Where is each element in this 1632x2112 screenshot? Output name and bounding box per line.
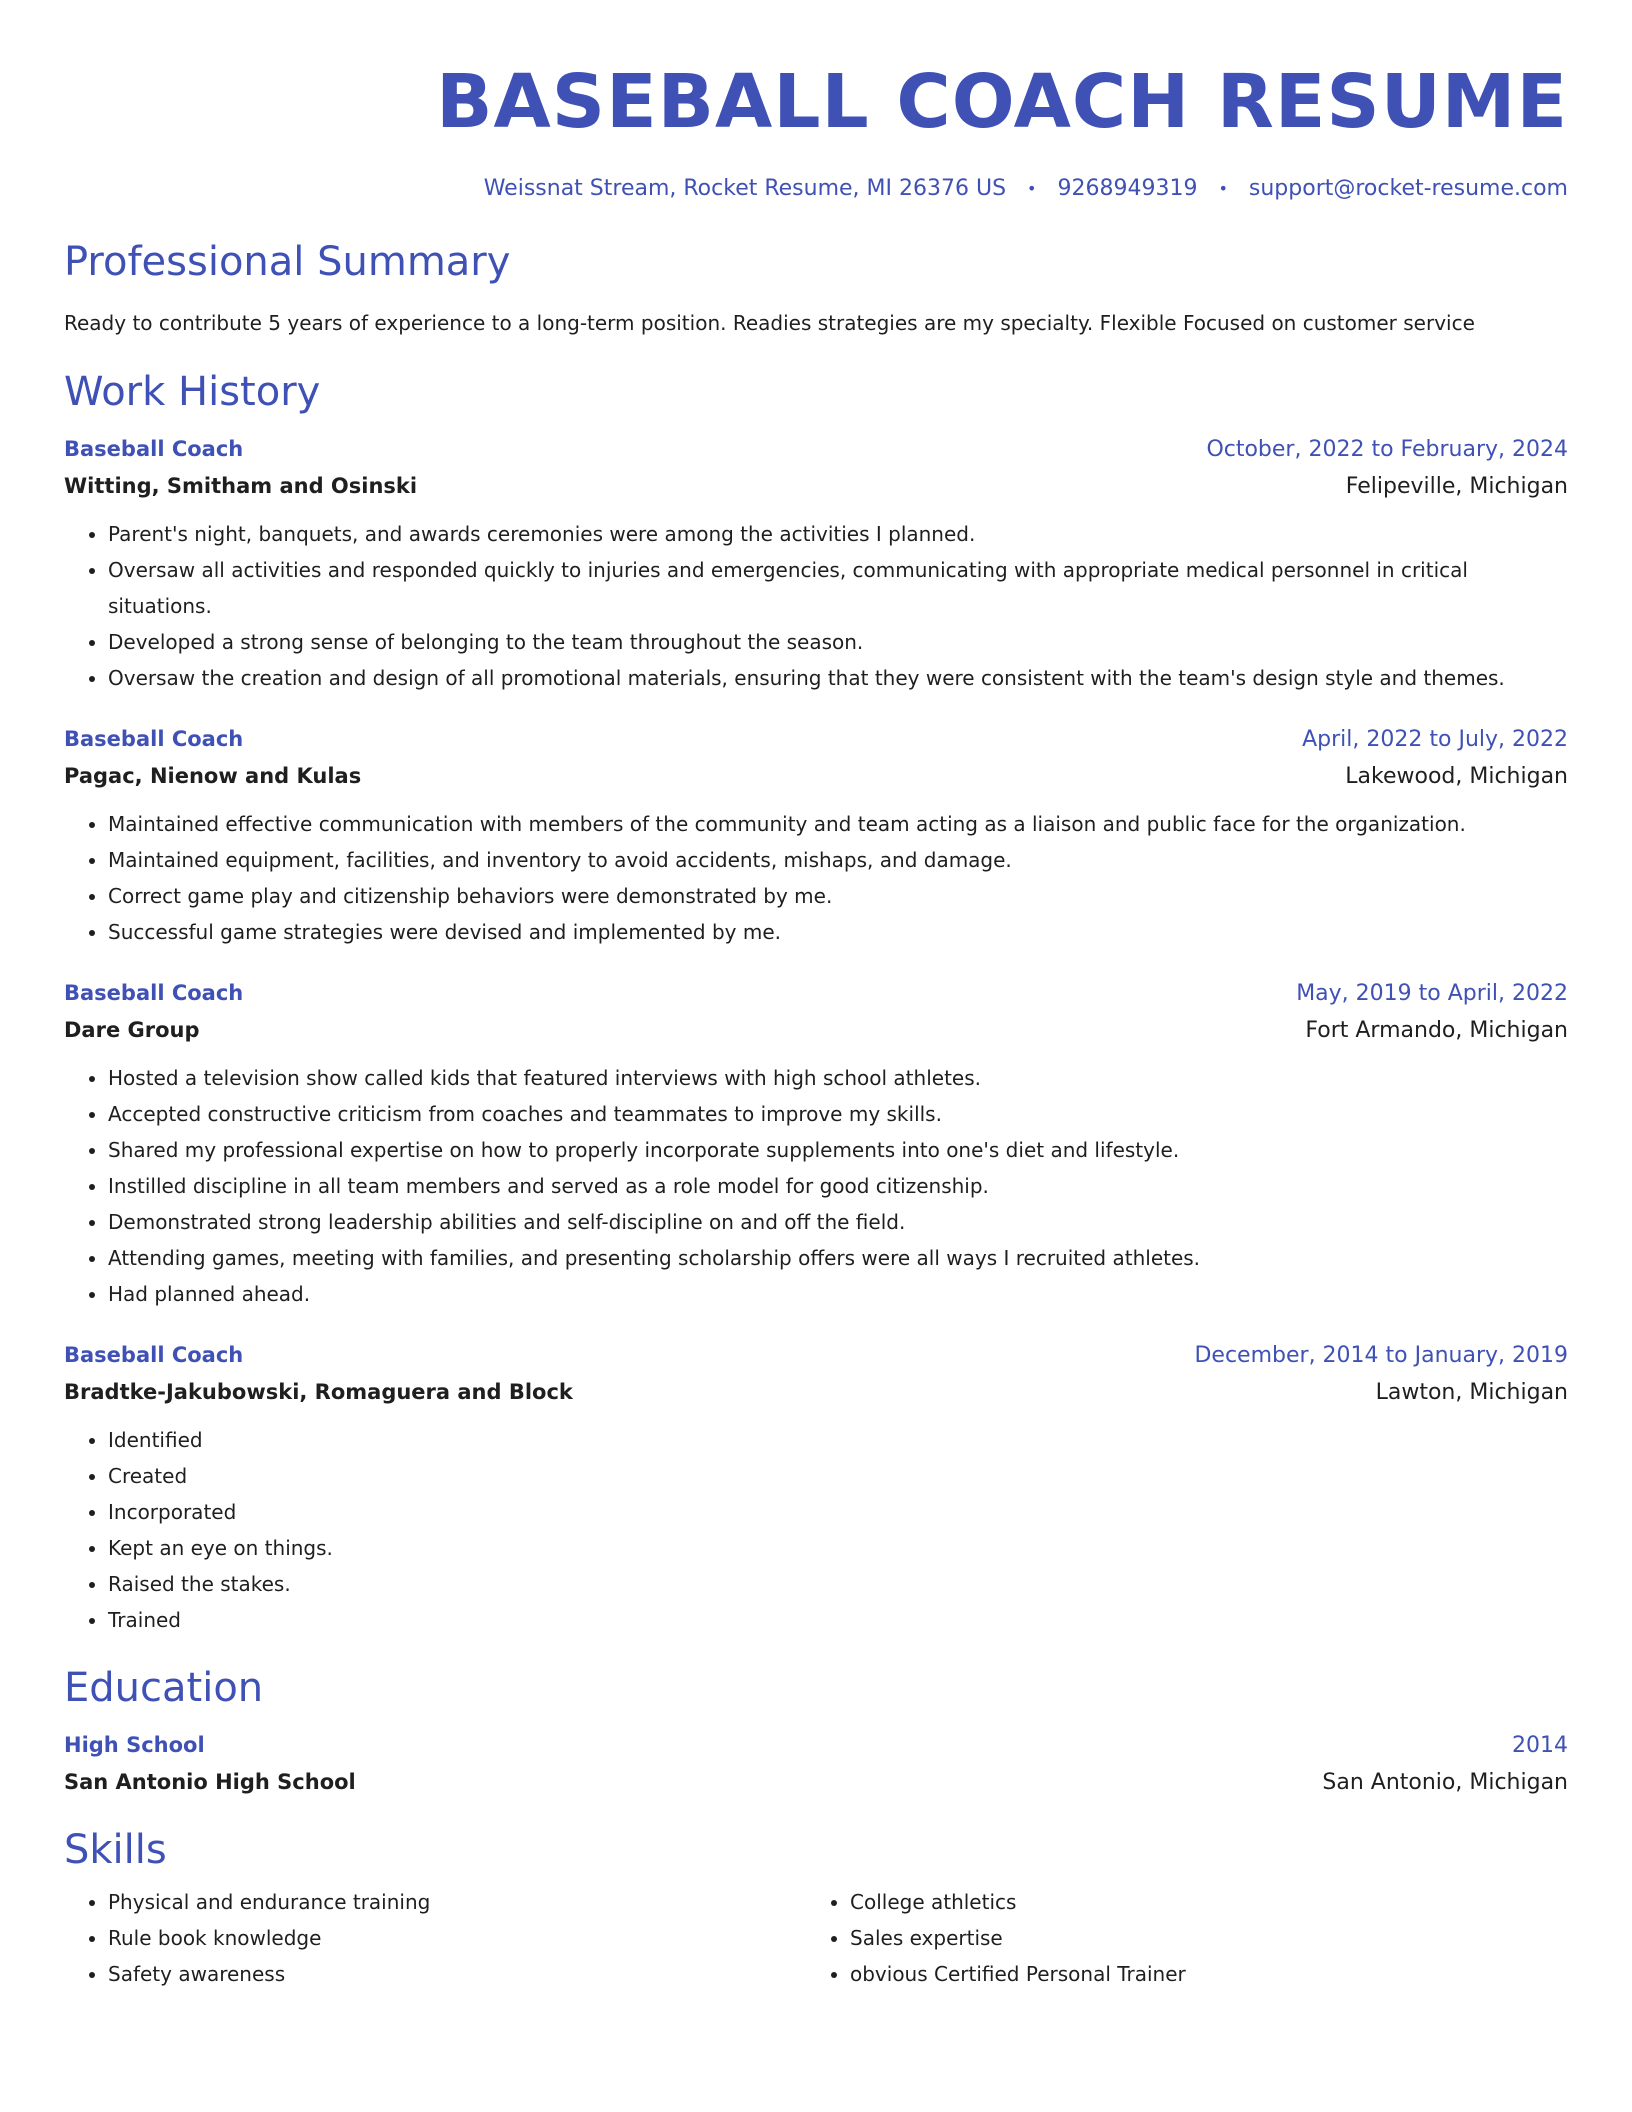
job-bullet: • Created bbox=[108, 1458, 1568, 1494]
job-entry bbox=[64, 722, 1568, 950]
skill-item: • Safety awareness bbox=[108, 1956, 806, 1992]
job-bullets bbox=[64, 806, 1568, 950]
job-bullet: • Oversaw all activities and responded quickly to injuries and emergencies, communicating with appropriate medical personnel in critical situations. bbox=[108, 552, 1568, 624]
job-dates: May, 2019 to April, 2022 bbox=[1296, 981, 1568, 1006]
job-bullet: • Shared my professional expertise on how to properly incorporate supplements into one's diet and lifestyle. bbox=[108, 1132, 1568, 1168]
contact-separator: • bbox=[1027, 179, 1037, 198]
education-location: San Antonio, Michigan bbox=[1322, 1770, 1568, 1795]
job-company: Bradtke-Jakubowski, Romaguera and Block bbox=[64, 1380, 573, 1404]
job-bullet: • Successful game strategies were devised and implemented by me. bbox=[108, 914, 1568, 950]
contact-separator: • bbox=[1218, 179, 1228, 198]
education-school: San Antonio High School bbox=[64, 1770, 356, 1794]
skills-list-left bbox=[64, 1884, 806, 1992]
job-bullets bbox=[64, 516, 1568, 696]
job-location: Lawton, Michigan bbox=[1375, 1380, 1568, 1405]
job-company: Pagac, Nienow and Kulas bbox=[64, 764, 362, 788]
skill-item: • College athletics bbox=[850, 1884, 1548, 1920]
job-title: Baseball Coach bbox=[64, 981, 244, 1005]
job-bullet: • Kept an eye on things. bbox=[108, 1530, 1568, 1566]
job-bullets bbox=[64, 1422, 1568, 1638]
job-company: Dare Group bbox=[64, 1018, 200, 1042]
job-dates: December, 2014 to January, 2019 bbox=[1194, 1343, 1568, 1368]
job-bullet: • Maintained effective communication with members of the community and team acting as a liaison and public face for the organization. bbox=[108, 806, 1568, 842]
job-bullet: • Instilled discipline in all team members and served as a role model for good citizenship. bbox=[108, 1168, 1568, 1204]
job-location: Fort Armando, Michigan bbox=[1305, 1018, 1568, 1043]
job-location: Felipeville, Michigan bbox=[1345, 474, 1568, 499]
contact-address: Weissnat Stream, Rocket Resume, MI 26376 US bbox=[483, 176, 1007, 201]
skills-grid bbox=[64, 1884, 1568, 1992]
job-bullet: • Hosted a television show called kids that featured interviews with high school athletes. bbox=[108, 1060, 1568, 1096]
job-bullet: • Had planned ahead. bbox=[108, 1276, 1568, 1312]
job-bullet: • Raised the stakes. bbox=[108, 1566, 1568, 1602]
education-degree: High School bbox=[64, 1733, 205, 1757]
contact-email: support@rocket-resume.com bbox=[1248, 176, 1568, 201]
job-location: Lakewood, Michigan bbox=[1345, 764, 1568, 789]
job-bullet: • Demonstrated strong leadership abilities and self-discipline on and off the field. bbox=[108, 1204, 1568, 1240]
work-history-heading: Work History bbox=[64, 369, 321, 415]
summary-text: Ready to contribute 5 years of experience to a long-term position. Readies strategies are my specialty. Flexible Focused on customer service bbox=[64, 311, 1475, 335]
job-bullet: • Oversaw the creation and design of all promotional materials, ensuring that they were consistent with the team's design style and themes. bbox=[108, 660, 1568, 696]
skill-item: • Rule book knowledge bbox=[108, 1920, 806, 1956]
resume-title: BASEBALL COACH RESUME bbox=[436, 59, 1568, 145]
job-entry bbox=[64, 432, 1568, 696]
summary-heading: Professional Summary bbox=[64, 239, 511, 285]
skill-item: • obvious Certified Personal Trainer bbox=[850, 1956, 1548, 1992]
education-heading: Education bbox=[64, 1665, 264, 1711]
education-year: 2014 bbox=[1512, 1733, 1568, 1758]
skills-list-right bbox=[806, 1884, 1548, 1992]
job-title: Baseball Coach bbox=[64, 1343, 244, 1367]
job-bullet: • Maintained equipment, facilities, and inventory to avoid accidents, mishaps, and damage. bbox=[108, 842, 1568, 878]
education-entry bbox=[64, 1728, 1568, 1802]
job-entry bbox=[64, 1338, 1568, 1638]
skills-heading: Skills bbox=[64, 1827, 167, 1873]
job-company: Witting, Smitham and Osinski bbox=[64, 474, 418, 498]
job-bullet: • Trained bbox=[108, 1602, 1568, 1638]
contact-line bbox=[64, 174, 1568, 204]
skill-item: • Physical and endurance training bbox=[108, 1884, 806, 1920]
job-dates: April, 2022 to July, 2022 bbox=[1302, 727, 1568, 752]
job-bullet: • Developed a strong sense of belonging to the team throughout the season. bbox=[108, 624, 1568, 660]
job-bullet: • Identified bbox=[108, 1422, 1568, 1458]
contact-phone: 9268949319 bbox=[1057, 176, 1198, 201]
job-title: Baseball Coach bbox=[64, 727, 244, 751]
job-bullet: • Attending games, meeting with families, and presenting scholarship offers were all ways I recruited athletes. bbox=[108, 1240, 1568, 1276]
job-title: Baseball Coach bbox=[64, 437, 244, 461]
job-bullet: • Correct game play and citizenship behaviors were demonstrated by me. bbox=[108, 878, 1568, 914]
job-bullet: • Incorporated bbox=[108, 1494, 1568, 1530]
job-entry bbox=[64, 976, 1568, 1312]
job-bullets bbox=[64, 1060, 1568, 1312]
skill-item: • Sales expertise bbox=[850, 1920, 1548, 1956]
job-bullet: • Parent's night, banquets, and awards ceremonies were among the activities I planned. bbox=[108, 516, 1568, 552]
job-bullet: • Accepted constructive criticism from coaches and teammates to improve my skills. bbox=[108, 1096, 1568, 1132]
job-dates: October, 2022 to February, 2024 bbox=[1206, 437, 1568, 462]
